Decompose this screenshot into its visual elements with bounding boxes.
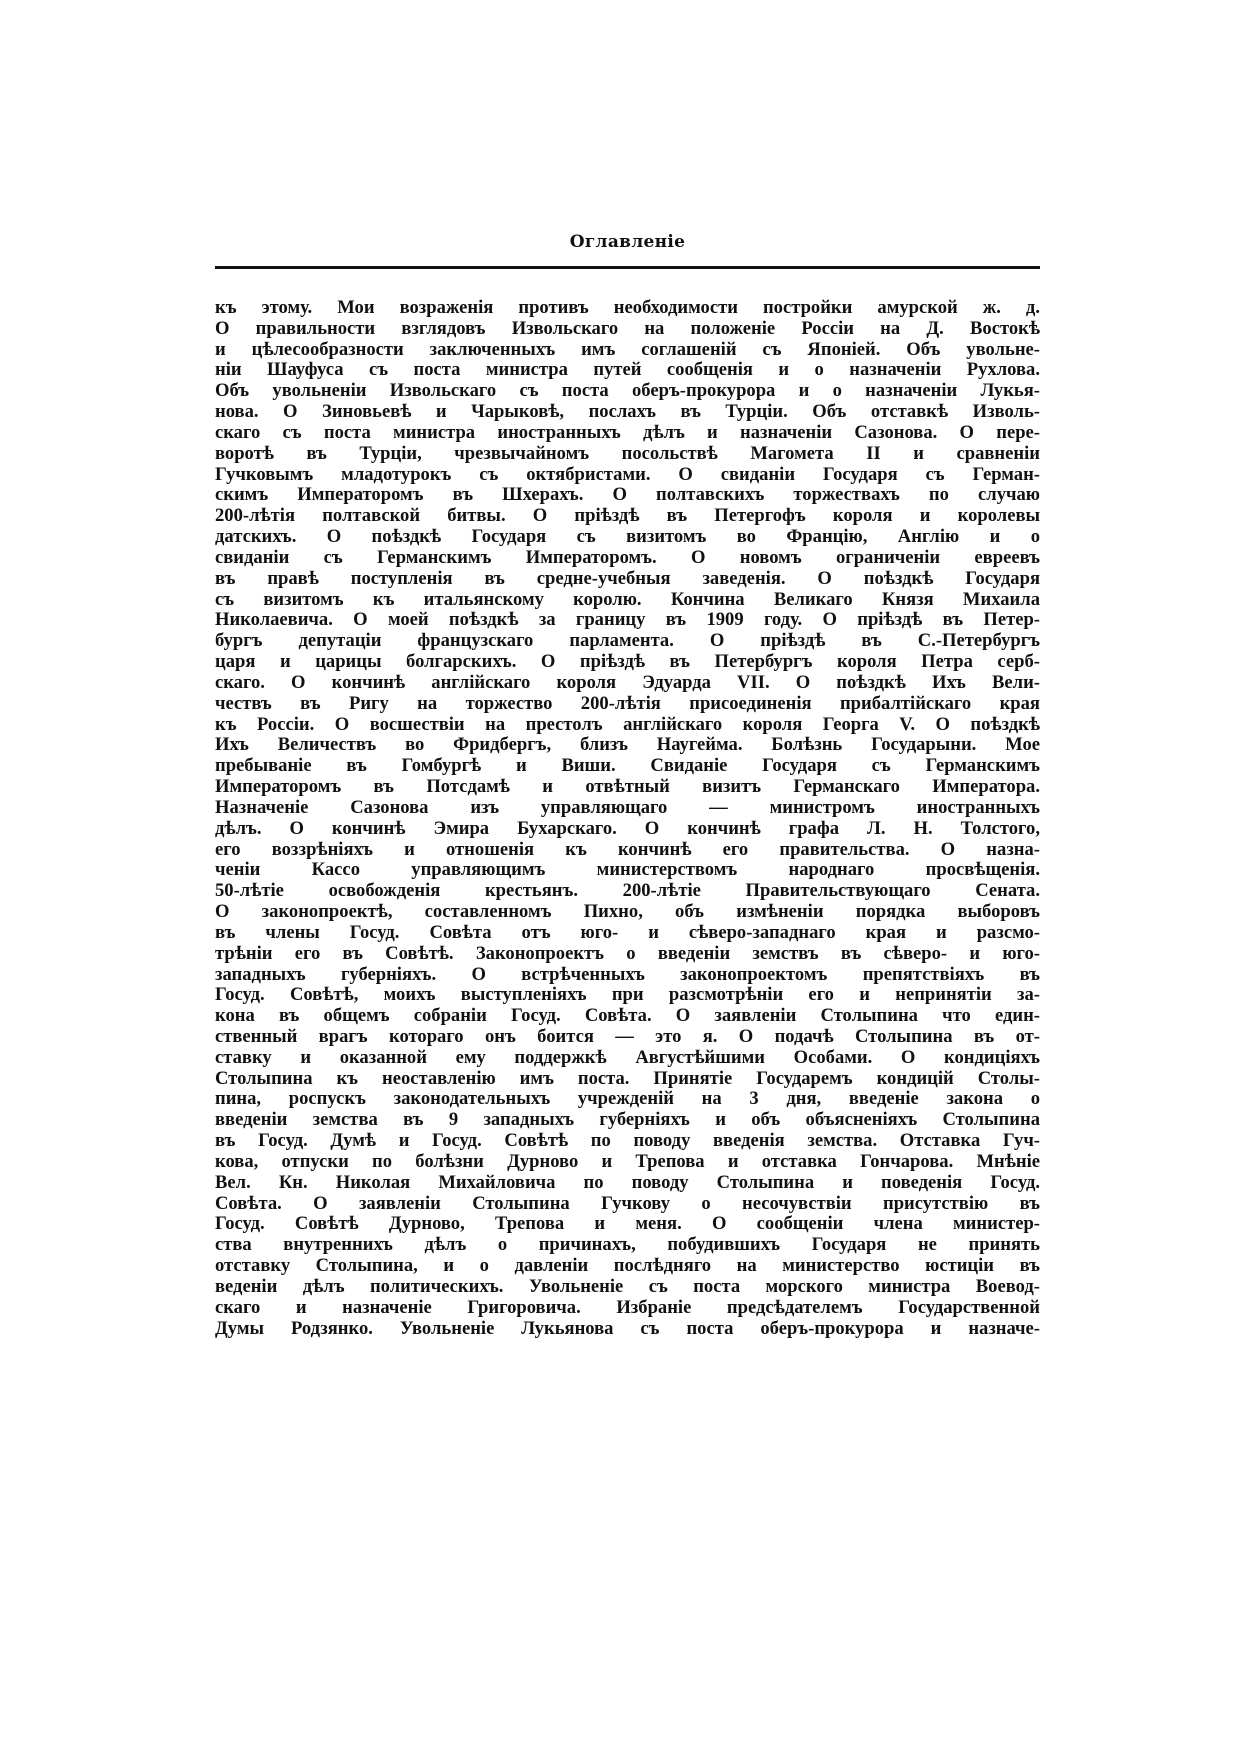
text-line: нова. О Зиновьевѣ и Чарыковѣ, послахъ въ Турціи. Объ отставкѣ Изволь- [215, 402, 1040, 423]
text-line: дѣлъ. О кончинѣ Эмира Бухарскаго. О кончинѣ графа Л. Н. Толстого, [215, 818, 1040, 839]
text-line: западныхъ губерніяхъ. О встрѣченныхъ законопроектомъ препятствіяхъ въ [215, 964, 1040, 985]
text-line: отставку Столыпина, и о давленіи послѣдняго на министерство юстиціи въ [215, 1256, 1040, 1277]
text-line: О правильности взглядовъ Извольскаго на положеніе Россіи на Д. Востокѣ [215, 318, 1040, 339]
text-line: введеніи земства въ 9 западныхъ губерніяхъ и объ объясненіяхъ Столыпина [215, 1110, 1040, 1131]
text-line: ства внутреннихъ дѣлъ о причинахъ, побудившихъ Государя не принять [215, 1235, 1040, 1256]
text-line: въ правѣ поступленія въ средне-учебныя заведенія. О поѣздкѣ Государя [215, 568, 1040, 589]
text-line: Николаевича. О моей поѣздкѣ за границу въ 1909 году. О пріѣздѣ въ Петер- [215, 610, 1040, 631]
text-line: ставку и оказанной ему поддержкѣ Августѣйшими Особами. О кондиціяхъ [215, 1047, 1040, 1068]
text-line: кона въ общемъ собраніи Госуд. Совѣта. О заявленіи Столыпина что един- [215, 1006, 1040, 1027]
text-line: пребываніе въ Гомбургѣ и Виши. Свиданіе Государя съ Германскимъ [215, 756, 1040, 777]
text-line: веденіи дѣлъ политическихъ. Увольненіе съ поста морского министра Воевод- [215, 1276, 1040, 1297]
text-line: ственный врагъ котораго онъ боится — это я. О подачѣ Столыпина въ от- [215, 1026, 1040, 1047]
text-line: 200-лѣтія полтавской битвы. О пріѣздѣ въ Петергофъ короля и королевы [215, 506, 1040, 527]
text-line: кова, отпуски по болѣзни Дурново и Трепова и отставка Гончарова. Мнѣніе [215, 1151, 1040, 1172]
text-line: ніи Шауфуса съ поста министра путей сообщенія и о назначеніи Рухлова. [215, 360, 1040, 381]
text-line: скимъ Императоромъ въ Шхерахъ. О полтавскихъ торжествахъ по случаю [215, 485, 1040, 506]
text-line: его воззрѣніяхъ и отношенія къ кончинѣ его правительства. О назна- [215, 839, 1040, 860]
text-line: О законопроектѣ, составленномъ Пихно, объ измѣненіи порядка выборовъ [215, 902, 1040, 923]
text-line: датскихъ. О поѣздкѣ Государя съ визитомъ во Францію, Англію и о [215, 527, 1040, 548]
text-line: чествъ въ Ригу на торжество 200-лѣтія присоединенія прибалтійскаго края [215, 693, 1040, 714]
text-line: Столыпина къ неоставленію имъ поста. Принятіе Государемъ кондицій Столы- [215, 1068, 1040, 1089]
text-line: свиданіи съ Германскимъ Императоромъ. О новомъ ограниченіи евреевъ [215, 547, 1040, 568]
text-line: трѣніи его въ Совѣтѣ. Законопроектъ о введеніи земствъ въ сѣверо- и юго- [215, 943, 1040, 964]
text-line: ченіи Кассо управляющимъ министерствомъ народнаго просвѣщенія. [215, 860, 1040, 881]
text-line: скаго. О кончинѣ англійскаго короля Эдуарда VII. О поѣздкѣ Ихъ Вели- [215, 672, 1040, 693]
text-line: Вел. Кн. Николая Михайловича по поводу Столыпина и поведенія Госуд. [215, 1172, 1040, 1193]
text-line: 50-лѣтіе освобожденія крестьянъ. 200-лѣтіе Правительствующаго Сената. [215, 881, 1040, 902]
text-line: скаго и назначеніе Григоровича. Избраніе предсѣдателемъ Государственной [215, 1297, 1040, 1318]
text-line: Объ увольненіи Извольскаго съ поста оберъ-прокурора и о назначеніи Лукья- [215, 381, 1040, 402]
text-line: Ихъ Величествъ во Фридбергъ, близъ Наугейма. Болѣзнь Государыни. Мое [215, 735, 1040, 756]
text-line: въ члены Госуд. Совѣта отъ юго- и сѣверо-западнаго края и разсмо- [215, 922, 1040, 943]
text-line: Госуд. Совѣтѣ Дурново, Трепова и меня. О сообщеніи члена министер- [215, 1214, 1040, 1235]
text-line: съ визитомъ къ итальянскому королю. Кончина Великаго Князя Михаила [215, 589, 1040, 610]
body-text [215, 298, 1040, 1360]
text-line: Гучковымъ младотурокъ съ октябристами. О свиданіи Государя съ Герман- [215, 464, 1040, 485]
text-line: въ Госуд. Думѣ и Госуд. Совѣтѣ по поводу введенія земства. Отставка Гуч- [215, 1131, 1040, 1152]
text-line: пина, роспускъ законодательныхъ учрежденій на 3 дня, введеніе закона о [215, 1089, 1040, 1110]
text-line: къ Россіи. О восшествіи на престолъ англійскаго короля Георга V. О поѣздкѣ [215, 714, 1040, 735]
text-line: воротѣ въ Турціи, чрезвычайномъ посольствѣ Магомета II и сравненіи [215, 443, 1040, 464]
text-line: Императоромъ въ Потсдамѣ и отвѣтный визитъ Германскаго Императора. [215, 777, 1040, 798]
header-rule [215, 266, 1040, 269]
text-line: Госуд. Совѣтѣ, моихъ выступленіяхъ при разсмотрѣніи его и непринятіи за- [215, 985, 1040, 1006]
text-line: царя и царицы болгарскихъ. О пріѣздѣ въ Петербургъ короля Петра серб- [215, 652, 1040, 673]
text-line: скаго съ поста министра иностранныхъ дѣлъ и назначеніи Сазонова. О пере- [215, 422, 1040, 443]
text-line: и цѣлесообразности заключенныхъ имъ соглашеній съ Японіей. Объ увольне- [215, 339, 1040, 360]
text-line: къ этому. Мои возраженія противъ необходимости постройки амурской ж. д. [215, 298, 1040, 318]
running-title: Оглавленіе [569, 232, 686, 252]
text-line: Думы Родзянко. Увольненіе Лукьянова съ поста оберъ-прокурора и назначе- [215, 1318, 1040, 1339]
text-line: бургъ депутаціи французскаго парламента. О пріѣздѣ въ С.-Петербургъ [215, 631, 1040, 652]
text-line: Совѣта. О заявленіи Столыпина Гучкову о несочувствіи присутствію въ [215, 1193, 1040, 1214]
text-line: Назначеніе Сазонова изъ управляющаго — министромъ иностранныхъ [215, 797, 1040, 818]
